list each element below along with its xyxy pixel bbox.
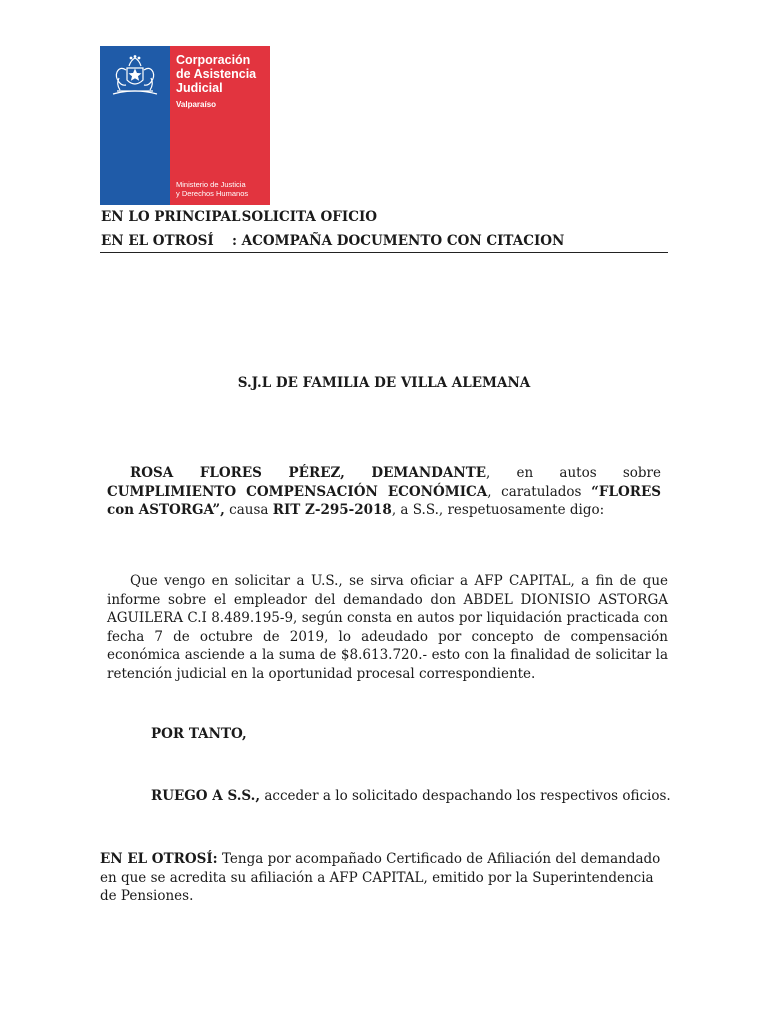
intro-matter: CUMPLIMIENTO COMPENSACIÓN ECONÓMICA — [107, 483, 488, 500]
intro-text-4: , a S.S., respetuosamente digo: — [391, 502, 605, 518]
institution-logo — [100, 46, 270, 205]
logo-organization-name — [176, 53, 256, 95]
court-addressee: S.J.L DE FAMILIA DE VILLA ALEMANA — [237, 375, 531, 391]
header-divider — [100, 252, 668, 253]
logo-ministry-line-2: y Derechos Humanos — [176, 189, 249, 198]
heading-principal — [101, 209, 377, 225]
logo-ministry-line-1: Ministerio de Justicia — [176, 180, 246, 189]
intro-rit: RIT Z-295-2018 — [272, 502, 392, 518]
por-tanto: POR TANTO, — [151, 726, 247, 742]
logo-ministry — [176, 180, 248, 198]
heading-otrosi-value: : ACOMPAÑA DOCUMENTO CON CITACION — [232, 233, 565, 249]
otrosi-label: EN EL OTROSÍ: — [100, 851, 218, 867]
intro-caption: “FLORES con ASTORGA”, — [107, 483, 662, 518]
logo-org-line-2: de Asistencia — [176, 67, 257, 81]
ruego-paragraph — [151, 788, 671, 804]
logo-red-panel — [170, 46, 270, 205]
logo-blue-panel — [100, 46, 170, 205]
intro-party: ROSA FLORES PÉREZ, DEMANDANTE — [130, 465, 487, 481]
ruego-text: acceder a lo solicitado despachando los respectivos oficios. — [260, 788, 671, 804]
otrosi-paragraph — [100, 850, 670, 906]
intro-text-1: , en autos sobre — [486, 465, 661, 481]
request-paragraph: Que vengo en solicitar a U.S., se sirva oficiar a AFP CAPITAL, a fin de que informe sobre el empleador del demandado don ABDEL DIONISIO ASTORGA AGUILERA C.I 8.489.195-9, según consta en autos por liquidación practicada con fecha 7 de octubre de 2019, lo adeudado por concepto de compensación económica asciende a la suma de $8.613.720.- esto con la finalidad de solicitar la retención judicial en la oportunidad procesal correspondiente. — [107, 573, 668, 682]
logo-region: Valparaíso — [176, 100, 217, 109]
intro-paragraph — [107, 464, 661, 520]
logo-org-line-3: Judicial — [176, 81, 223, 95]
otrosi-text: Tenga por acompañado Certificado de Afiliación del demandado en que se acredita su afiliación a AFP CAPITAL, emitido por la Superintendencia de Pensiones. — [100, 851, 661, 904]
heading-otrosi-label: EN EL OTROSÍ — [101, 233, 214, 249]
heading-principal-value: : SOLICITA OFICIO — [232, 209, 378, 225]
coat-of-arms-icon — [107, 54, 163, 98]
intro-text-2: , caratulados — [487, 483, 592, 500]
ruego-label: RUEGO A S.S., — [151, 788, 261, 804]
heading-otrosi — [101, 233, 564, 249]
heading-principal-label: EN LO PRINCIPAL — [101, 209, 241, 225]
intro-text-3: causa — [224, 502, 273, 518]
logo-org-line-1: Corporación — [176, 53, 251, 67]
